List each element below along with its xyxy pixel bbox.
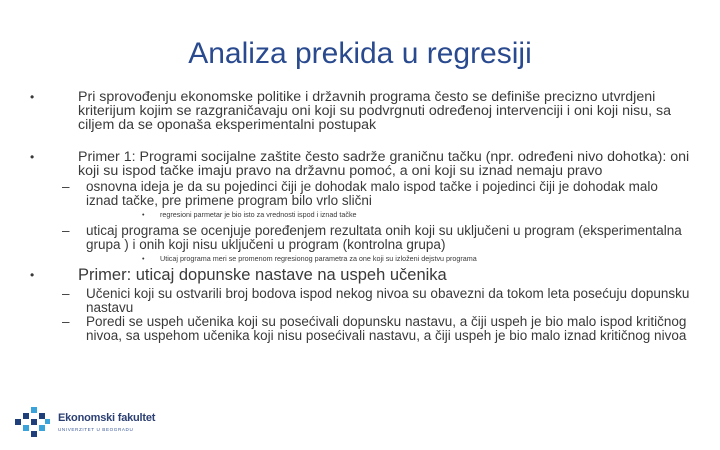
dash-icon: –	[62, 314, 70, 329]
bullet-item	[30, 90, 690, 132]
bullet-icon: •	[142, 254, 145, 263]
logo-mark-icon	[12, 404, 52, 444]
bullet-item	[30, 267, 690, 284]
faculty-logo	[12, 404, 212, 444]
sub-sub-bullet-item	[142, 210, 690, 219]
sub-bullet-text: Učenici koji su ostvarili broj bodova ispod nekog nivoa su obavezni da tokom leta posećuju dopunsku nastavu	[86, 286, 690, 315]
logo-name: Ekonomski fakultet	[58, 412, 156, 424]
bullet-icon: •	[30, 268, 35, 282]
sub-sub-bullet-item	[142, 254, 690, 263]
page-title: Analiza prekida u regresiji	[188, 37, 532, 70]
bullet-text: Primer: uticaj dopunske nastave na uspeh učenika	[78, 266, 447, 284]
sub-bullet-item	[62, 180, 690, 208]
sub-bullet-item	[62, 287, 690, 315]
sub-bullet-text: Poredi se uspeh učenika koji su posećivali dopunsku nastavu, a čiji uspeh je bio malo ispod kritičnog nivoa, sa uspehom učenika koji nisu posećivali nastavu, a čiji uspeh je bio malo iznad kritičnog nivoa	[86, 314, 687, 343]
bullet-icon: •	[30, 150, 35, 164]
slide-body	[30, 90, 690, 343]
sub-bullet-item	[62, 315, 690, 343]
dash-icon: –	[62, 286, 70, 301]
sub-sub-bullet-text: Uticaj programa meri se promenom regresionog parametra za one koji su izloženi dejstvu programa	[160, 254, 477, 263]
bullet-item	[30, 150, 690, 178]
logo-subtitle: UNIVERZITET U BEOGRADU	[58, 427, 134, 432]
sub-sub-bullet-text: regresioni parmetar je bio isto za vrednosti ispod i iznad tačke	[160, 210, 357, 219]
dash-icon: –	[62, 179, 70, 194]
bullet-icon: •	[142, 210, 145, 219]
bullet-text: Pri sprovođenju ekonomske politike i državnih programa često se definiše precizno utvrdjeni kriterijum kojim se razgraničavaju oni koji su podvrgnuti određenoj intervenciji i oni koji nisu, sa ciljem da se oponaša eksperimentalni postupak	[78, 89, 672, 133]
sub-bullet-text: uticaj programa se ocenjuje poređenjem rezultata onih koji su uključeni u program (eksperimentalna grupa ) i onih koji nisu uključeni u program (kontrolna grupa)	[86, 223, 682, 252]
sub-bullet-item	[62, 224, 690, 252]
sub-bullet-text: osnovna ideja je da su pojedinci čiji je dohodak malo ispod tačke i pojedinci čiji je dohodak malo iznad tačke, pre primene program bilo vrlo slični	[86, 179, 658, 208]
bullet-icon: •	[30, 90, 35, 104]
bullet-text: Primer 1: Programi socijalne zaštite često sadrže graničnu tačku (npr. određeni nivo dohotka): oni koji su ispod tačke imaju pravo na državnu pomoć, a oni koji su iznad nemaju pravo	[78, 149, 690, 179]
dash-icon: –	[62, 223, 70, 238]
